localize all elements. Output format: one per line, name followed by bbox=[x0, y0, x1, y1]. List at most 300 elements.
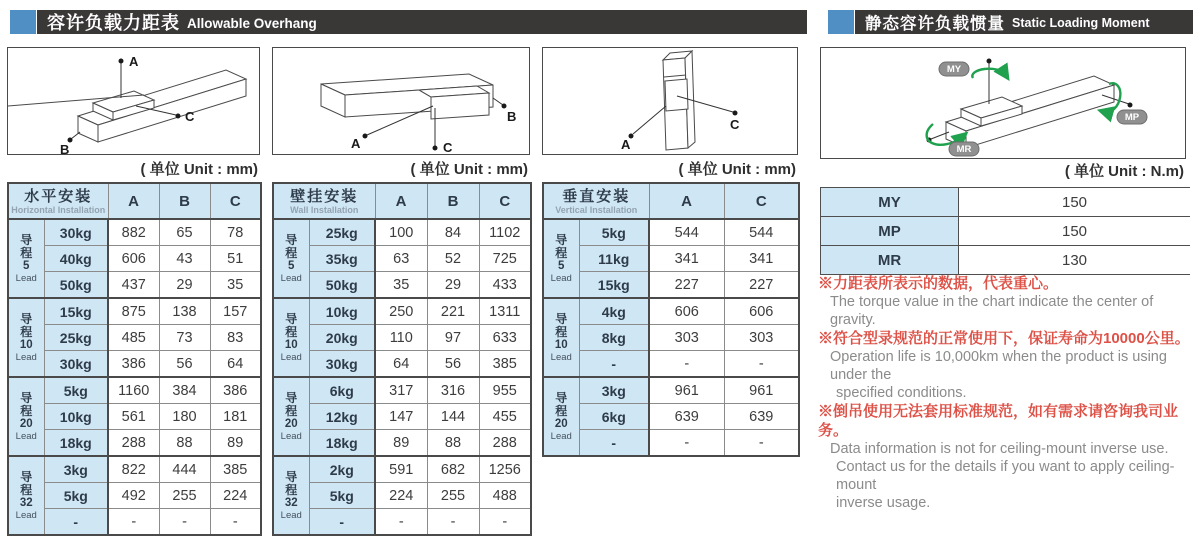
value-cell: 78 bbox=[210, 219, 261, 246]
value-cell: 606 bbox=[108, 246, 159, 272]
lead-word: Lead bbox=[15, 509, 37, 521]
value-cell: 633 bbox=[479, 325, 531, 351]
moment-axes-drawing bbox=[821, 48, 1185, 158]
value-cell: 303 bbox=[724, 325, 799, 351]
table-row bbox=[8, 509, 261, 536]
section-title-en: Allowable Overhang bbox=[187, 15, 317, 31]
table-title-cell bbox=[543, 183, 649, 219]
value-cell: 875 bbox=[108, 298, 159, 325]
lead-word: Lead bbox=[15, 351, 37, 363]
load-cell: 4kg bbox=[579, 298, 649, 325]
diagram-wall-installation bbox=[272, 47, 530, 155]
section-header-overhang bbox=[10, 10, 807, 34]
table-horizontal-installation bbox=[7, 182, 262, 536]
point-c-label: C bbox=[730, 117, 740, 132]
note-line-en: Data information is not for ceiling-mount inverse use. bbox=[830, 441, 1169, 457]
lead-char: 程 bbox=[285, 324, 298, 339]
value-cell: 606 bbox=[649, 298, 724, 325]
table-row bbox=[543, 219, 799, 246]
table-row bbox=[543, 351, 799, 378]
table-title-en: Horizontal Installation bbox=[11, 204, 106, 215]
table-row bbox=[8, 325, 261, 351]
value-cell: - bbox=[649, 430, 724, 457]
table-row bbox=[543, 377, 799, 404]
table-row bbox=[8, 404, 261, 430]
table-row bbox=[273, 404, 531, 430]
table-title-zh: 垂直安装 bbox=[562, 187, 631, 205]
lead-number: 10 bbox=[19, 338, 33, 351]
lead-char: 程 bbox=[555, 245, 568, 260]
lead-group-cell bbox=[8, 298, 44, 377]
diagram-loading-moment bbox=[820, 47, 1186, 159]
lead-group-cell bbox=[8, 377, 44, 456]
load-cell: 25kg bbox=[309, 219, 375, 246]
column-header-a: A bbox=[375, 183, 427, 219]
value-cell: 385 bbox=[479, 351, 531, 378]
load-cell: 40kg bbox=[44, 246, 108, 272]
load-cell: 50kg bbox=[44, 272, 108, 299]
lead-char: 导 bbox=[285, 469, 298, 484]
value-cell: - bbox=[724, 351, 799, 378]
table-row bbox=[8, 272, 261, 299]
lead-number: 10 bbox=[554, 338, 568, 351]
overhang-table bbox=[7, 182, 262, 536]
point-a-label: A bbox=[621, 137, 631, 152]
column-header-c: C bbox=[479, 183, 531, 219]
lead-char: 程 bbox=[285, 245, 298, 260]
lead-group-cell bbox=[543, 377, 579, 456]
lead-group-cell bbox=[8, 219, 44, 298]
lead-group-cell bbox=[273, 298, 309, 377]
lead-char: 导 bbox=[20, 390, 33, 405]
point-c-dot bbox=[433, 146, 438, 151]
value-cell: 492 bbox=[108, 483, 159, 509]
lead-word: Lead bbox=[280, 509, 302, 521]
column-header-c: C bbox=[724, 183, 799, 219]
value-cell: 386 bbox=[210, 377, 261, 404]
lead-group-cell bbox=[8, 456, 44, 535]
table-row bbox=[273, 298, 531, 325]
table-header-row bbox=[273, 183, 531, 219]
lead-number: 32 bbox=[19, 496, 33, 509]
load-cell: 5kg bbox=[44, 377, 108, 404]
value-cell: 181 bbox=[210, 404, 261, 430]
lead-number: 5 bbox=[288, 259, 295, 272]
value-cell: 455 bbox=[479, 404, 531, 430]
value-cell: 224 bbox=[375, 483, 427, 509]
value-cell: 437 bbox=[108, 272, 159, 299]
load-cell: 10kg bbox=[309, 298, 375, 325]
moment-row bbox=[821, 188, 1191, 217]
value-cell: 639 bbox=[649, 404, 724, 430]
table-row bbox=[543, 404, 799, 430]
table-row bbox=[543, 246, 799, 272]
actuator-isometric-drawing bbox=[8, 48, 259, 154]
value-cell: 288 bbox=[108, 430, 159, 457]
value-cell: 35 bbox=[375, 272, 427, 299]
value-cell: 341 bbox=[649, 246, 724, 272]
value-cell: 1102 bbox=[479, 219, 531, 246]
load-cell: - bbox=[579, 351, 649, 378]
lead-char: 程 bbox=[555, 324, 568, 339]
load-cell: - bbox=[309, 509, 375, 536]
lead-char: 导 bbox=[20, 311, 33, 326]
table-vertical-installation bbox=[542, 182, 800, 457]
value-cell: 544 bbox=[649, 219, 724, 246]
load-cell: 20kg bbox=[309, 325, 375, 351]
mr-badge bbox=[949, 142, 979, 156]
value-cell: 882 bbox=[108, 219, 159, 246]
load-cell: 2kg bbox=[309, 456, 375, 483]
point-a-dot bbox=[119, 59, 124, 64]
value-cell: 43 bbox=[159, 246, 210, 272]
moment-row bbox=[821, 217, 1191, 246]
lead-word: Lead bbox=[550, 430, 572, 442]
load-cell: 3kg bbox=[579, 377, 649, 404]
lead-char: 程 bbox=[555, 403, 568, 418]
value-cell: 725 bbox=[479, 246, 531, 272]
mp-axis-dot bbox=[1128, 103, 1133, 108]
lead-char: 导 bbox=[20, 469, 33, 484]
value-cell: 56 bbox=[427, 351, 479, 378]
value-cell: 386 bbox=[108, 351, 159, 378]
moment-label-mr: MR bbox=[821, 246, 959, 275]
point-b-label: B bbox=[60, 142, 70, 154]
moment-value-table bbox=[820, 187, 1190, 275]
lead-group-cell bbox=[273, 219, 309, 298]
table-row bbox=[273, 272, 531, 299]
value-cell: 64 bbox=[210, 351, 261, 378]
table-header-row bbox=[8, 183, 261, 219]
footnotes bbox=[818, 274, 1196, 512]
value-cell: 110 bbox=[375, 325, 427, 351]
load-cell: 8kg bbox=[579, 325, 649, 351]
table-row bbox=[273, 456, 531, 483]
table-row bbox=[543, 325, 799, 351]
section-title-zh: 静态容许负载惯量 bbox=[865, 15, 1005, 33]
load-cell: 15kg bbox=[44, 298, 108, 325]
moment-value-mp: 150 bbox=[959, 217, 1191, 246]
value-cell: 955 bbox=[479, 377, 531, 404]
my-axis-dot bbox=[987, 59, 992, 64]
lead-char: 程 bbox=[20, 403, 33, 418]
unit-label-mm: ( 单位 Unit : mm) bbox=[410, 161, 528, 178]
lead-char: 程 bbox=[20, 482, 33, 497]
column-header-a: A bbox=[649, 183, 724, 219]
table-title-en: Vertical Installation bbox=[555, 204, 638, 215]
value-cell: 180 bbox=[159, 404, 210, 430]
value-cell: 488 bbox=[479, 483, 531, 509]
table-row bbox=[273, 430, 531, 457]
table-row bbox=[273, 325, 531, 351]
load-cell: 30kg bbox=[309, 351, 375, 378]
table-row bbox=[543, 430, 799, 457]
value-cell: - bbox=[375, 509, 427, 536]
load-cell: 30kg bbox=[44, 219, 108, 246]
load-cell: 12kg bbox=[309, 404, 375, 430]
value-cell: 384 bbox=[159, 377, 210, 404]
table-title-zh: 壁挂安装 bbox=[290, 187, 359, 205]
point-a-dot bbox=[363, 134, 368, 139]
lead-char: 导 bbox=[555, 232, 568, 247]
column-header-a: A bbox=[108, 183, 159, 219]
load-cell: 18kg bbox=[44, 430, 108, 457]
unit-label-mm: ( 单位 Unit : mm) bbox=[678, 161, 796, 178]
note-line-en: specified conditions. bbox=[836, 385, 967, 401]
load-cell: 15kg bbox=[579, 272, 649, 299]
value-cell: 64 bbox=[375, 351, 427, 378]
value-cell: 1256 bbox=[479, 456, 531, 483]
section-header-overhang-bar bbox=[37, 10, 807, 34]
note-line-en: inverse usage. bbox=[836, 495, 931, 511]
point-c-label: C bbox=[443, 140, 453, 154]
mr-badge-label: MR bbox=[956, 144, 972, 155]
load-cell: 5kg bbox=[309, 483, 375, 509]
moment-label-mp: MP bbox=[821, 217, 959, 246]
value-cell: 89 bbox=[375, 430, 427, 457]
value-cell: 485 bbox=[108, 325, 159, 351]
table-row bbox=[273, 377, 531, 404]
value-cell: 221 bbox=[427, 298, 479, 325]
lead-char: 导 bbox=[285, 390, 298, 405]
value-cell: 961 bbox=[649, 377, 724, 404]
point-a-label: A bbox=[129, 54, 139, 69]
lead-char: 导 bbox=[285, 311, 298, 326]
value-cell: 961 bbox=[724, 377, 799, 404]
lead-number: 5 bbox=[23, 259, 30, 272]
value-cell: - bbox=[649, 351, 724, 378]
point-c-label: C bbox=[185, 109, 195, 124]
note-line-zh: ※倒吊使用无法套用标准规范，如有需求请咨询我司业务。 bbox=[818, 403, 1179, 439]
load-cell: 18kg bbox=[309, 430, 375, 457]
my-badge bbox=[939, 62, 969, 76]
moment-value-table-wrap bbox=[820, 187, 1190, 275]
value-cell: 682 bbox=[427, 456, 479, 483]
note-line-zh: ※力距表所表示的数据，代表重心。 bbox=[818, 275, 1059, 292]
table-row bbox=[8, 246, 261, 272]
my-badge-label: MY bbox=[946, 64, 962, 75]
value-cell: 227 bbox=[649, 272, 724, 299]
load-cell: - bbox=[579, 430, 649, 457]
value-cell: 255 bbox=[159, 483, 210, 509]
value-cell: 1311 bbox=[479, 298, 531, 325]
lead-char: 导 bbox=[285, 232, 298, 247]
value-cell: 303 bbox=[649, 325, 724, 351]
value-cell: 88 bbox=[159, 430, 210, 457]
value-cell: 73 bbox=[159, 325, 210, 351]
table-row bbox=[8, 351, 261, 378]
lead-word: Lead bbox=[15, 272, 37, 284]
value-cell: - bbox=[108, 509, 159, 536]
unit-label-mm: ( 单位 Unit : mm) bbox=[140, 161, 258, 178]
section-header-moment-bar bbox=[855, 10, 1193, 34]
value-cell: 138 bbox=[159, 298, 210, 325]
value-cell: 144 bbox=[427, 404, 479, 430]
value-cell: 89 bbox=[210, 430, 261, 457]
load-cell: 5kg bbox=[44, 483, 108, 509]
lead-number: 20 bbox=[284, 417, 298, 430]
table-row bbox=[543, 298, 799, 325]
point-c-dot bbox=[176, 114, 181, 119]
table-row bbox=[273, 219, 531, 246]
point-a-label: A bbox=[351, 136, 361, 151]
lead-char: 导 bbox=[20, 232, 33, 247]
table-row bbox=[273, 246, 531, 272]
load-cell: 6kg bbox=[309, 377, 375, 404]
load-cell: 35kg bbox=[309, 246, 375, 272]
unit-label-nm: ( 单位 Unit : N.m) bbox=[1064, 163, 1184, 180]
value-cell: 250 bbox=[375, 298, 427, 325]
value-cell: 88 bbox=[427, 430, 479, 457]
point-c-dot bbox=[733, 111, 738, 116]
lead-char: 程 bbox=[285, 403, 298, 418]
value-cell: - bbox=[159, 509, 210, 536]
note-line-en: Contact us for the details if you want to apply ceiling-mount bbox=[836, 459, 1175, 493]
value-cell: 224 bbox=[210, 483, 261, 509]
moment-value-my: 150 bbox=[959, 188, 1191, 217]
load-cell: 30kg bbox=[44, 351, 108, 378]
lead-number: 32 bbox=[284, 496, 298, 509]
value-cell: 52 bbox=[427, 246, 479, 272]
table-row bbox=[273, 483, 531, 509]
diagram-vertical-installation bbox=[542, 47, 798, 155]
load-cell: 50kg bbox=[309, 272, 375, 299]
lead-number: 10 bbox=[284, 338, 298, 351]
value-cell: 56 bbox=[159, 351, 210, 378]
point-b-dot bbox=[502, 104, 507, 109]
value-cell: 51 bbox=[210, 246, 261, 272]
lead-char: 程 bbox=[20, 324, 33, 339]
value-cell: 316 bbox=[427, 377, 479, 404]
lead-word: Lead bbox=[280, 272, 302, 284]
moment-label-my: MY bbox=[821, 188, 959, 217]
table-wall-installation bbox=[272, 182, 532, 536]
diagram-horizontal-installation bbox=[7, 47, 260, 155]
table-row bbox=[8, 377, 261, 404]
lead-word: Lead bbox=[550, 351, 572, 363]
table-title-cell bbox=[8, 183, 108, 219]
value-cell: 83 bbox=[210, 325, 261, 351]
note-line-en: The torque value in the chart indicate the center of gravity. bbox=[830, 294, 1154, 328]
value-cell: 157 bbox=[210, 298, 261, 325]
lead-char: 程 bbox=[20, 245, 33, 260]
value-cell: 227 bbox=[724, 272, 799, 299]
lead-word: Lead bbox=[280, 351, 302, 363]
lead-word: Lead bbox=[550, 272, 572, 284]
actuator-isometric-drawing bbox=[273, 48, 529, 154]
table-header-row bbox=[543, 183, 799, 219]
load-cell: 5kg bbox=[579, 219, 649, 246]
moment-row bbox=[821, 246, 1191, 275]
lead-word: Lead bbox=[280, 430, 302, 442]
lead-number: 20 bbox=[554, 417, 568, 430]
value-cell: - bbox=[427, 509, 479, 536]
table-title-cell bbox=[273, 183, 375, 219]
table-title-zh: 水平安装 bbox=[24, 187, 93, 205]
column-header-b: B bbox=[159, 183, 210, 219]
lead-char: 导 bbox=[555, 311, 568, 326]
lead-number: 20 bbox=[19, 417, 33, 430]
value-cell: 433 bbox=[479, 272, 531, 299]
load-cell: 6kg bbox=[579, 404, 649, 430]
lead-number: 5 bbox=[558, 259, 565, 272]
lead-group-cell bbox=[273, 377, 309, 456]
lead-group-cell bbox=[543, 219, 579, 298]
mp-badge-label: MP bbox=[1124, 112, 1140, 123]
value-cell: 591 bbox=[375, 456, 427, 483]
value-cell: 65 bbox=[159, 219, 210, 246]
section-title-zh: 容许负载力距表 bbox=[47, 13, 180, 33]
table-row bbox=[8, 456, 261, 483]
value-cell: 100 bbox=[375, 219, 427, 246]
lead-group-cell bbox=[273, 456, 309, 535]
load-cell: 3kg bbox=[44, 456, 108, 483]
actuator-isometric-drawing bbox=[543, 48, 797, 154]
table-row bbox=[273, 351, 531, 378]
value-cell: 29 bbox=[427, 272, 479, 299]
value-cell: 317 bbox=[375, 377, 427, 404]
value-cell: 822 bbox=[108, 456, 159, 483]
value-cell: 385 bbox=[210, 456, 261, 483]
column-header-c: C bbox=[210, 183, 261, 219]
value-cell: 255 bbox=[427, 483, 479, 509]
value-cell: 606 bbox=[724, 298, 799, 325]
table-row bbox=[8, 430, 261, 457]
table-row bbox=[543, 272, 799, 299]
section-header-moment bbox=[828, 10, 1193, 34]
value-cell: 544 bbox=[724, 219, 799, 246]
accent-square-icon bbox=[828, 10, 854, 34]
note-line-zh: ※符合型录规范的正常使用下，保证寿命为10000公里。 bbox=[818, 330, 1190, 347]
load-cell: 11kg bbox=[579, 246, 649, 272]
lead-char: 导 bbox=[555, 390, 568, 405]
note-line-en: Operation life is 10,000km when the product is using under the bbox=[830, 349, 1167, 383]
moment-value-mr: 130 bbox=[959, 246, 1191, 275]
value-cell: 29 bbox=[159, 272, 210, 299]
value-cell: 341 bbox=[724, 246, 799, 272]
accent-square-icon bbox=[10, 10, 36, 34]
lead-word: Lead bbox=[15, 430, 37, 442]
overhang-table bbox=[272, 182, 532, 536]
value-cell: 35 bbox=[210, 272, 261, 299]
value-cell: 444 bbox=[159, 456, 210, 483]
value-cell: - bbox=[479, 509, 531, 536]
column-header-b: B bbox=[427, 183, 479, 219]
value-cell: 639 bbox=[724, 404, 799, 430]
value-cell: - bbox=[210, 509, 261, 536]
table-row bbox=[273, 509, 531, 536]
value-cell: 97 bbox=[427, 325, 479, 351]
lead-char: 程 bbox=[285, 482, 298, 497]
value-cell: 63 bbox=[375, 246, 427, 272]
value-cell: 288 bbox=[479, 430, 531, 457]
value-cell: 1160 bbox=[108, 377, 159, 404]
table-row bbox=[8, 483, 261, 509]
value-cell: 561 bbox=[108, 404, 159, 430]
mp-badge bbox=[1117, 110, 1147, 124]
load-cell: - bbox=[44, 509, 108, 536]
section-title-en: Static Loading Moment bbox=[1012, 16, 1150, 30]
point-b-label: B bbox=[507, 109, 517, 124]
table-row bbox=[8, 298, 261, 325]
value-cell: - bbox=[724, 430, 799, 457]
overhang-table bbox=[542, 182, 800, 457]
table-title-en: Wall Installation bbox=[290, 204, 359, 215]
load-cell: 25kg bbox=[44, 325, 108, 351]
load-cell: 10kg bbox=[44, 404, 108, 430]
value-cell: 147 bbox=[375, 404, 427, 430]
table-row bbox=[8, 219, 261, 246]
